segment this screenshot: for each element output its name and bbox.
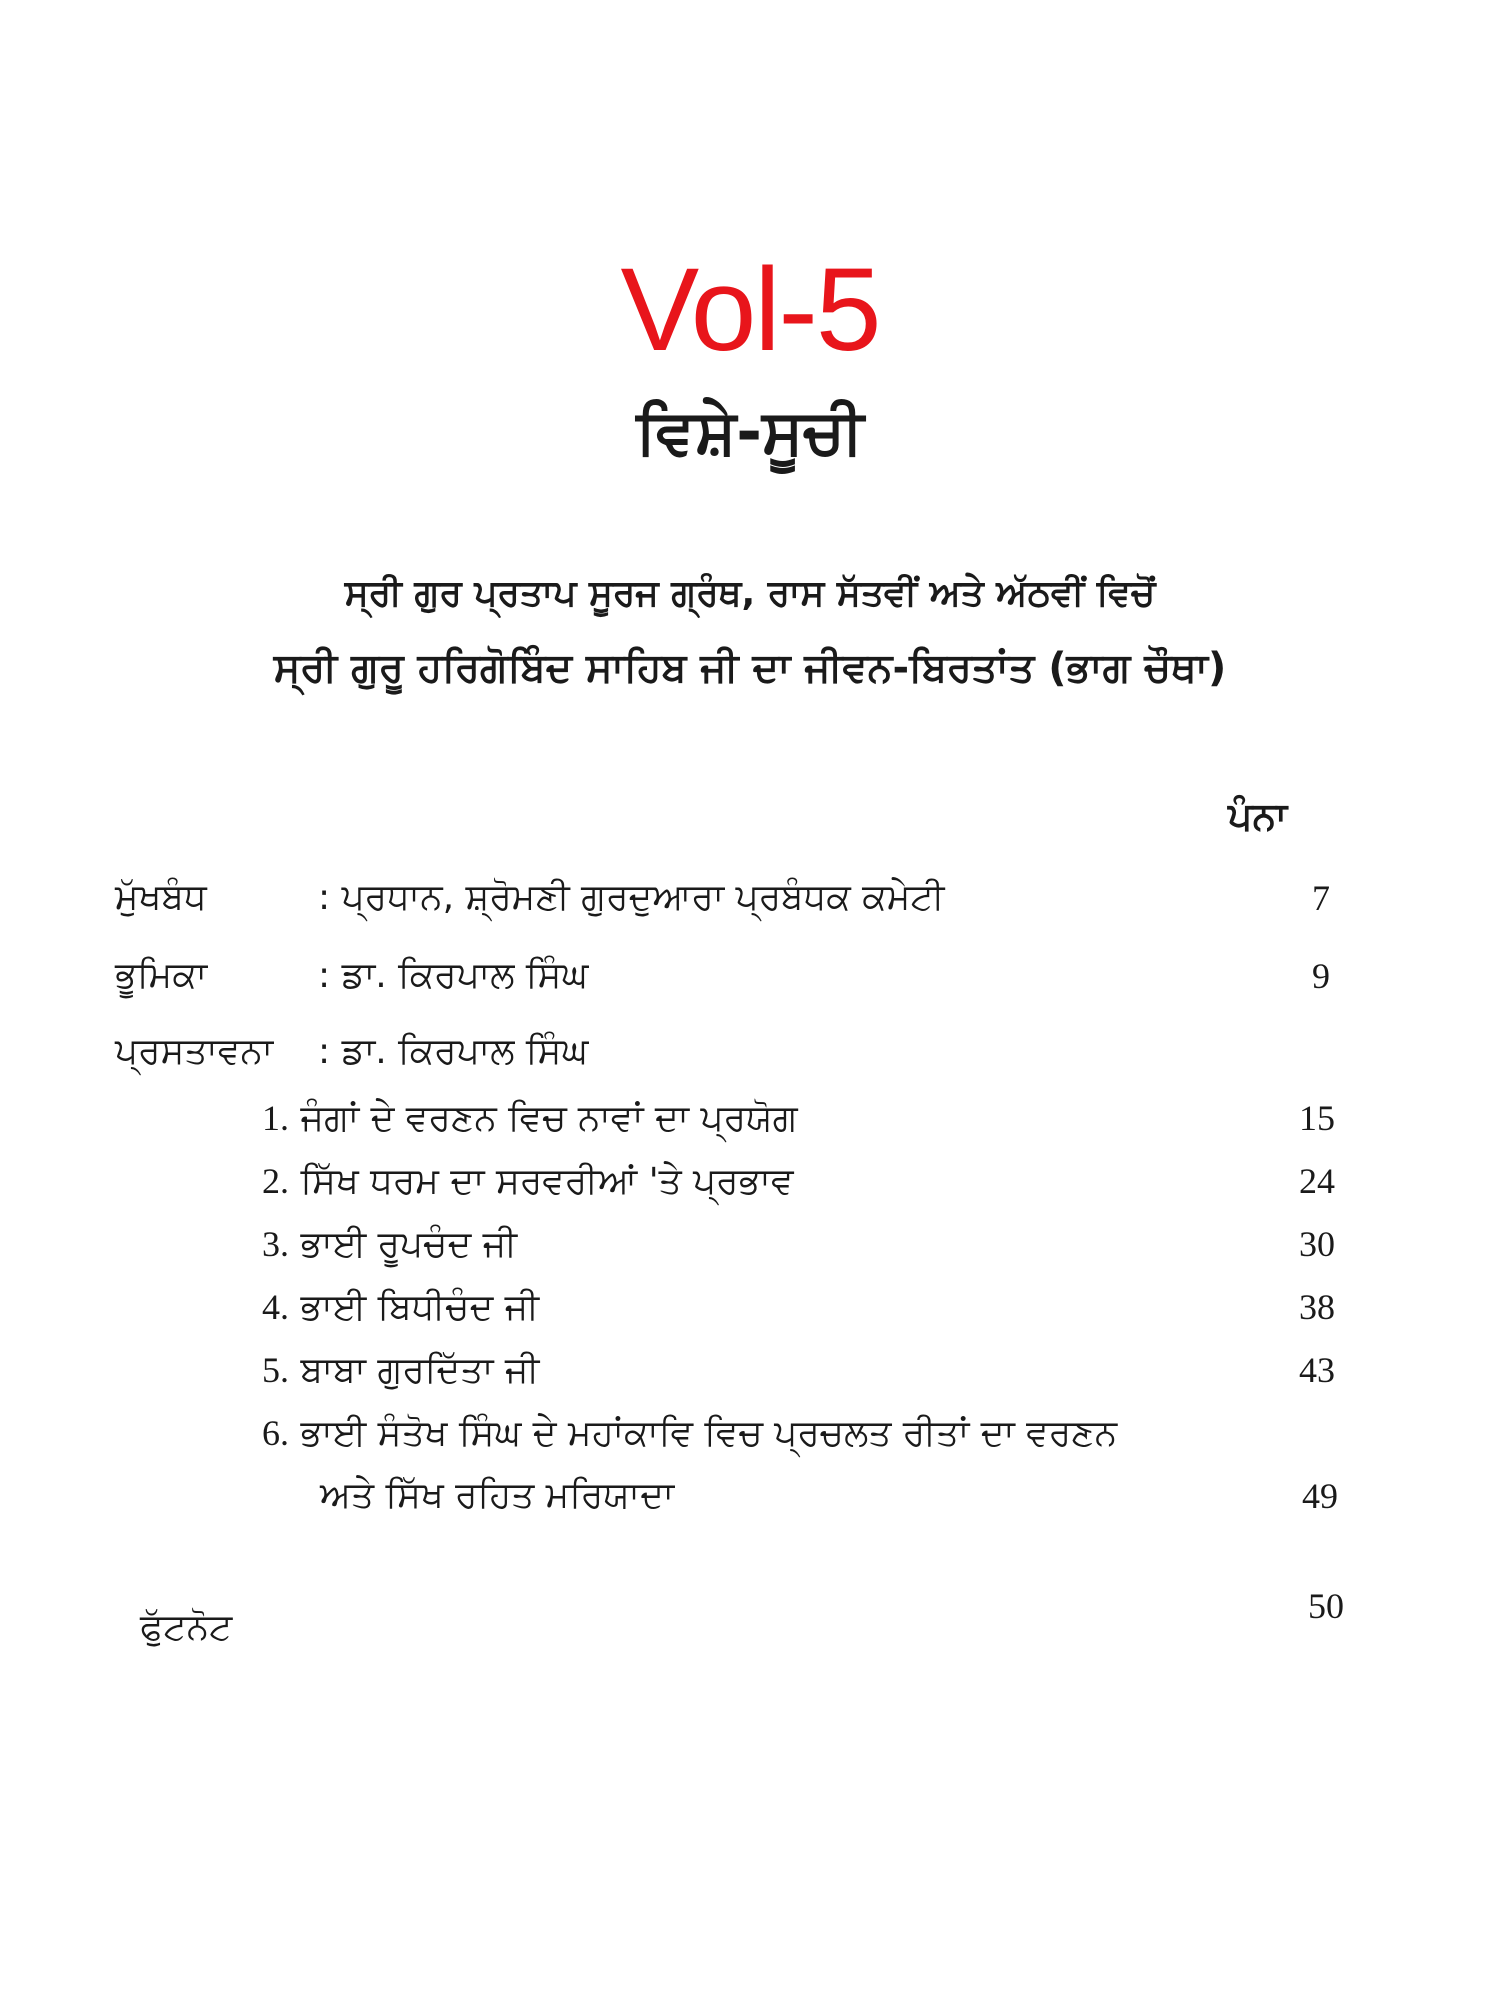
chapter-page: 38: [1299, 1287, 1335, 1327]
contents-heading: ਵਿਸ਼ੇ-ਸੂਚੀ: [636, 395, 864, 468]
chapter-page: 49: [1302, 1476, 1338, 1516]
footnotes-label: ਫੁੱਟਨੋਟ: [140, 1607, 233, 1648]
page-column-header: ਪੰਨਾ: [1228, 794, 1288, 838]
chapter-number: 3.: [262, 1224, 289, 1264]
chapter-entry: [262, 1216, 517, 1273]
chapter-number: 4.: [262, 1287, 289, 1327]
chapter-title: ਭਾਈ ਸੰਤੋਖ ਸਿੰਘ ਦੇ ਮਹਾਂਕਾਵਿ ਵਿਚ ਪ੍ਰਚਲਤ ਰੀਤਾਂ ਦਾ ਵਰਣਨ: [300, 1413, 1118, 1454]
front-entry-detail: : ਪ੍ਰਧਾਨ, ਸ਼੍ਰੋਮਣੀ ਗੁਰਦੁਆਰਾ ਪ੍ਰਬੰਧਕ ਕਮੇਟੀ: [318, 877, 945, 918]
front-entry-term: ਭੂਮਿਕਾ: [115, 955, 208, 996]
front-entry-detail: : ਡਾ. ਕਿਰਪਾਲ ਸਿੰਘ: [318, 955, 589, 996]
chapter-entry: [262, 1090, 798, 1147]
footnotes-page: 50: [1308, 1586, 1344, 1626]
chapter-number: 6.: [262, 1413, 289, 1453]
front-entry-term: ਮੁੱਖਬੰਧ: [115, 877, 207, 918]
chapter-number: 5.: [262, 1350, 289, 1390]
chapter-entry: [262, 1153, 794, 1210]
chapter-title: ਭਾਈ ਬਿਧੀਚੰਦ ਜੀ: [300, 1287, 540, 1328]
chapter-title: ਭਾਈ ਰੂਪਚੰਦ ਜੀ: [300, 1224, 518, 1265]
chapter-page: 30: [1299, 1224, 1335, 1264]
front-entry-page: 9: [1312, 956, 1330, 996]
front-entry-page: 7: [1312, 878, 1330, 918]
chapter-number: 1.: [262, 1098, 289, 1138]
chapter-title: ਸਿੱਖ ਧਰਮ ਦਾ ਸਰਵਰੀਆਂ 'ਤੇ ਪ੍ਰਭਾਵ: [300, 1161, 794, 1202]
chapter-entry: [262, 1279, 539, 1336]
chapter-entry: [262, 1405, 1117, 1462]
chapter-title: ਜੰਗਾਂ ਦੇ ਵਰਣਨ ਵਿਚ ਨਾਵਾਂ ਦਾ ਪ੍ਰਯੋਗ: [300, 1098, 798, 1139]
chapter-page: 43: [1299, 1350, 1335, 1390]
chapter-title-continuation: ਅਤੇ ਸਿੱਖ ਰਹਿਤ ਮਰਿਯਾਦਾ: [320, 1475, 675, 1516]
chapter-page: 24: [1299, 1161, 1335, 1201]
source-subtitle: ਸ੍ਰੀ ਗੁਰ ਪ੍ਰਤਾਪ ਸੂਰਜ ਗ੍ਰੰਥ, ਰਾਸ ਸੱਤਵੀਂ ਅਤੇ ਅੱਠਵੀਂ ਵਿਚੋਂ: [344, 573, 1156, 614]
chapter-entry: [262, 1342, 539, 1399]
biography-subtitle: ਸ੍ਰੀ ਗੁਰੂ ਹਰਿਗੋਬਿੰਦ ਸਾਹਿਬ ਜੀ ਦਾ ਜੀਵਨ-ਬਿਰਤਾਂਤ (ਭਾਗ ਚੌਥਾ): [273, 645, 1227, 691]
chapter-title: ਬਾਬਾ ਗੁਰਦਿੱਤਾ ਜੀ: [300, 1350, 540, 1391]
chapter-page: 15: [1299, 1098, 1335, 1138]
chapter-number: 2.: [262, 1161, 289, 1201]
front-entry-detail: : ਡਾ. ਕਿਰਪਾਲ ਸਿੰਘ: [318, 1031, 589, 1072]
volume-label: Vol-5: [620, 244, 880, 376]
front-entry-term: ਪ੍ਰਸਤਾਵਨਾ: [115, 1031, 274, 1072]
